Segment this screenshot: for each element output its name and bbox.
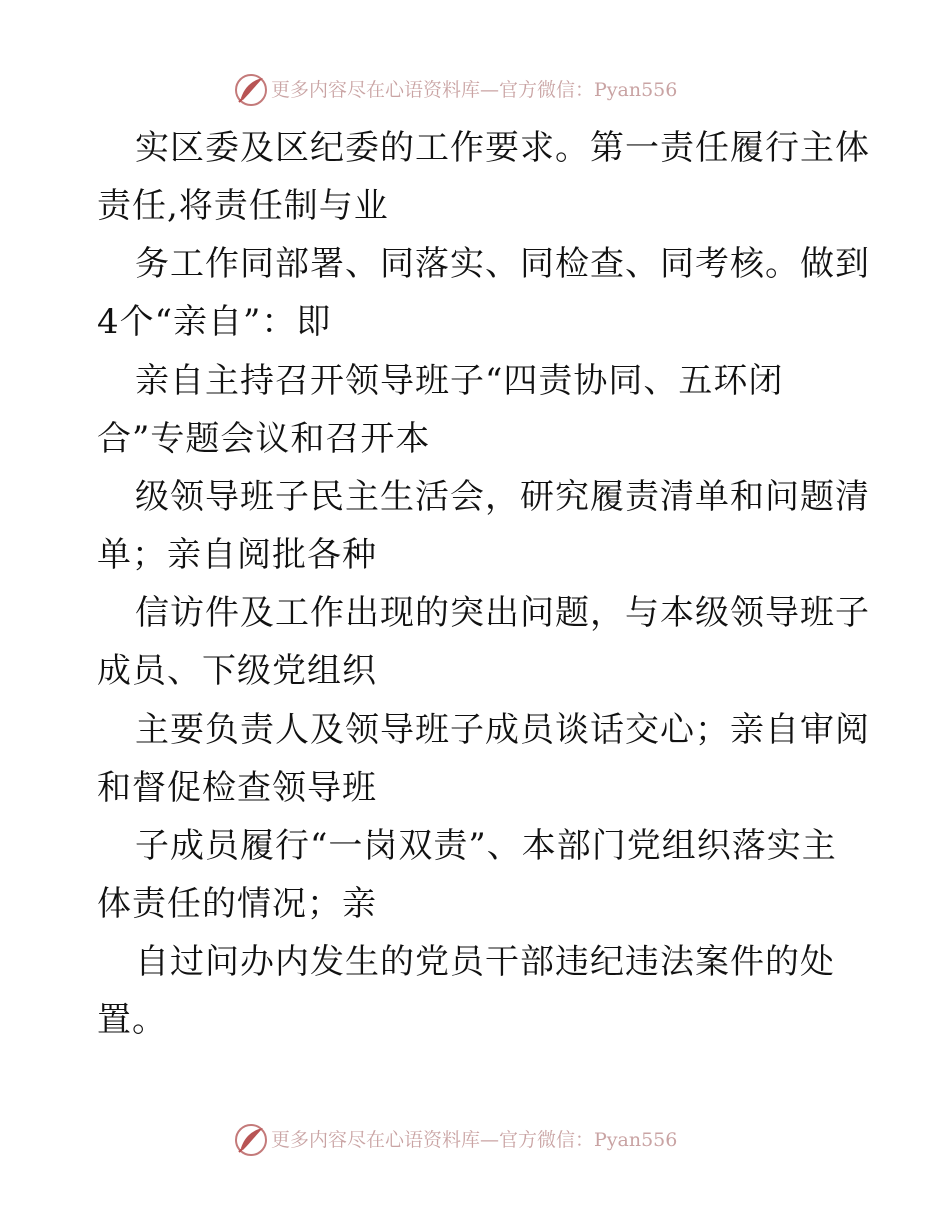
paragraph-3-line-2: 合”专题会议和召开本 xyxy=(97,419,431,459)
watermark-text: 更多内容尽在心语资料库 xyxy=(271,79,481,101)
paragraph-2-line-2: 4个“亲自”：即 xyxy=(97,302,332,342)
paragraph-5-line-1: 信访件及工作出现的突出问题，与本级领导班子 xyxy=(135,593,870,633)
paragraph-8-line-2: 置。 xyxy=(97,1000,167,1040)
paragraph-7-line-1: 子成员履行“一岗双责”、本部门党组织落实主 xyxy=(135,826,837,866)
paragraph-1-line-2: 责任,将责任制与业 xyxy=(97,186,389,226)
paragraph-8-line-1: 自过问办内发生的党员干部违纪违法案件的处 xyxy=(135,942,835,982)
paragraph-1-line-1: 实区委及区纪委的工作要求。第一责任履行主体 xyxy=(135,128,870,168)
watermark-wechat: 官方微信：Pyan556 xyxy=(499,1129,678,1151)
paragraph-4-line-2: 单；亲自阅批各种 xyxy=(97,535,377,575)
header-watermark xyxy=(0,70,950,110)
pen-logo-icon xyxy=(233,1122,269,1158)
paragraph-5-line-2: 成员、下级党组织 xyxy=(97,651,377,691)
paragraph-6-line-2: 和督促检查领导班 xyxy=(97,768,377,808)
paragraph-6-line-1: 主要负责人及领导班子成员谈话交心；亲自审阅 xyxy=(135,710,870,750)
paragraph-4-line-1: 级领导班子民主生活会，研究履责清单和问题清 xyxy=(135,477,870,517)
footer-watermark xyxy=(0,1120,950,1160)
watermark-separator: — xyxy=(480,1129,500,1151)
paragraph-7-line-2: 体责任的情况；亲 xyxy=(97,884,377,924)
paragraph-3-line-1: 亲自主持召开领导班子“四责协同、五环闭 xyxy=(135,361,784,401)
pen-logo-icon xyxy=(233,72,269,108)
watermark-separator: — xyxy=(480,79,500,101)
watermark-wechat: 官方微信：Pyan556 xyxy=(499,79,678,101)
watermark-text: 更多内容尽在心语资料库 xyxy=(271,1129,481,1151)
paragraph-2-line-1: 务工作同部署、同落实、同检查、同考核。做到 xyxy=(135,244,870,284)
